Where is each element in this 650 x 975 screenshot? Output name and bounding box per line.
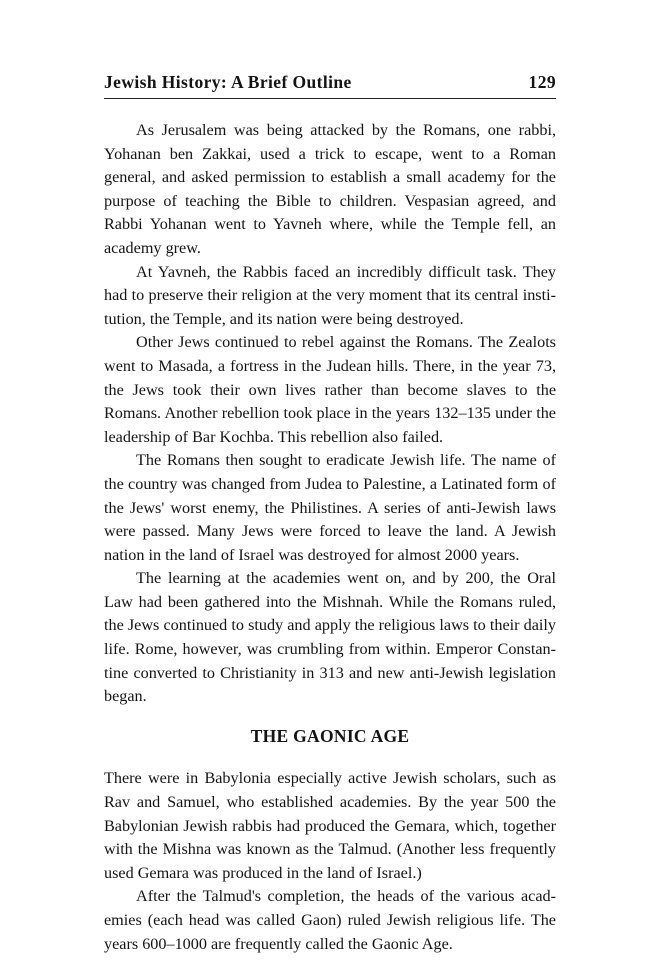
page-number: 129 [528,72,556,92]
paragraph-mishnah: The learning at the academies went on, and by 200, the Oral Law had been gathered into the Mishnah. While the Romans ruled, the Jews continued to study and apply the religious laws to their daily life. Rome, however, was crumbling from within. Emperor Constantine converted to Christianity in 313 and new anti-Jewish legislation began. [104,569,556,706]
paragraph-yavneh: At Yavneh, the Rabbis faced an incredibly difficult task. They had to preserve their religion at the very moment that its central institution, the Temple, and its nation were being destroyed. [104,262,556,328]
section-heading: THE GAONIC AGE [250,725,410,746]
paragraph-roman-suppression: The Romans then sought to eradicate Jewish life. The name of the country was changed from Judea to Palestine, a Latinated form of the Jews' worst enemy, the Philistines. A series of anti-Jewish laws were passed. Many Jews were forced to leave the land. A Jewish nation in the land of Israel was destroyed for almost 2000 years. [104,451,556,564]
header-rule [104,98,556,99]
running-head [104,72,556,93]
paragraph-rebellions: Other Jews continued to rebel against the Romans. The Zealots went to Masada, a fortress in the Judean hills. There, in the year 73, the Jews took their own lives rather than become slaves to the Romans. Another rebellion took place in the years 132–135 under the leadership of Bar Kochba. This rebellion also failed. [104,333,556,446]
paragraph-babylonia: There were in Babylonia especially active Jewish scholars, such as Rav and Samuel, who established academies. By the year 500 the Babylonian Jewish rabbis had produced the Gemara, which, together with the Mishna was known as the Talmud. (Another less frequently used Gemara was produced in the land of Israel.) [104,769,556,882]
paragraph-yohanan-ben-zakkai: As Jerusalem was being attacked by the Romans, one rabbi, Yohanan ben Zakkai, used a trick to escape, went to a Roman general, and asked permission to establish a small academy for the purpose of teaching the Bible to children. Vespasian agreed, and Rabbi Yohanan went to Yavneh where, while the Temple fell, an academy grew. [104,121,556,257]
running-title: Jewish History: A Brief Outline [104,72,352,92]
body-text [104,119,556,956]
paragraph-gaonim: After the Talmud's completion, the heads of the various academies (each head was called Gaon) ruled Jewish religious life. The years 600–1000 are frequently called the Gaonic Age. [104,887,556,953]
